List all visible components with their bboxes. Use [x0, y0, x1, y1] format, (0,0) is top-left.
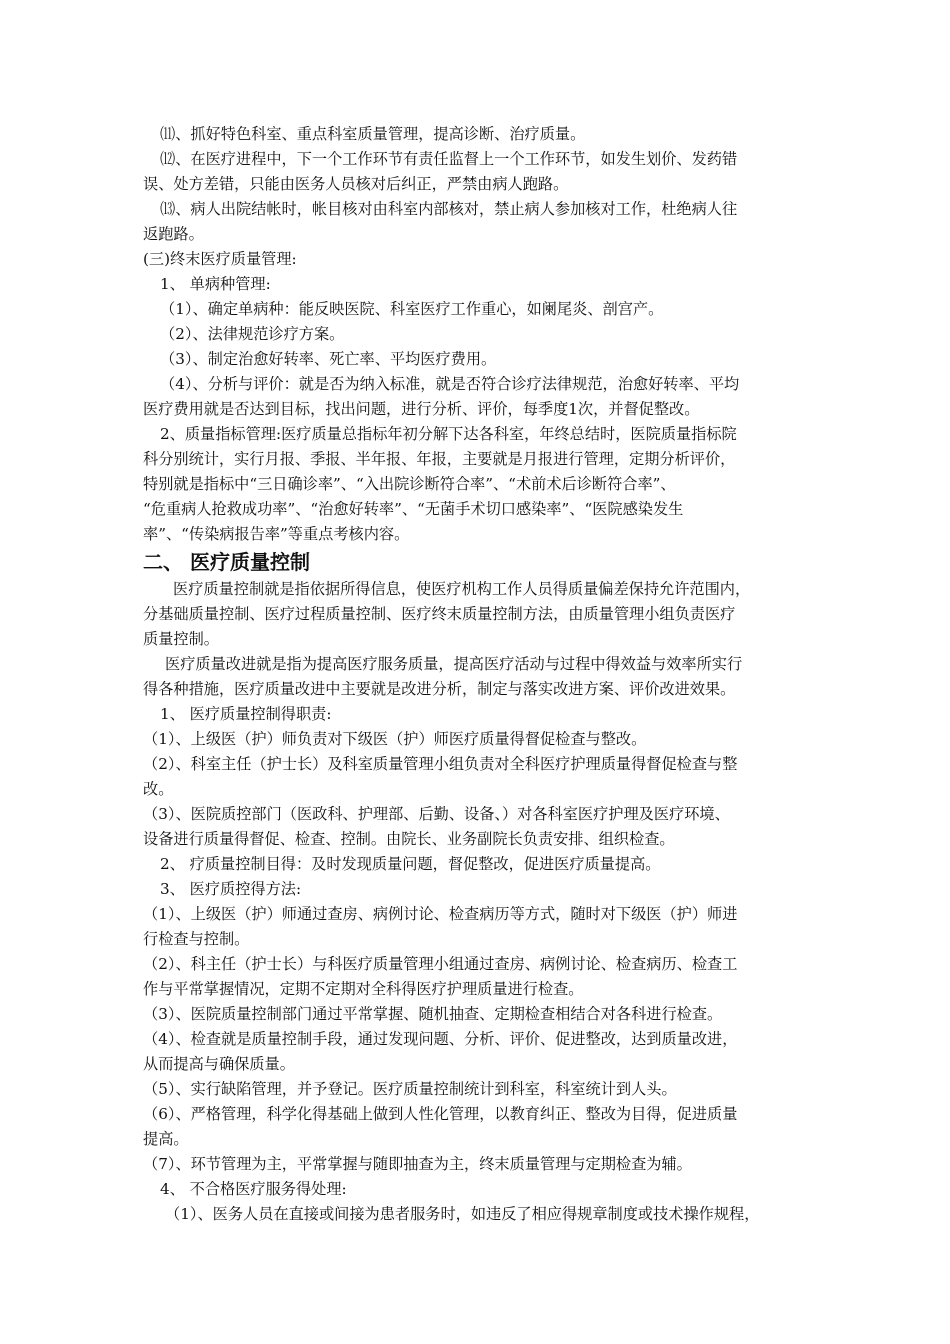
paragraph-line: 质量控制。 [143, 630, 219, 648]
paragraph-line: 3、 医疗质控得方法: [160, 880, 302, 898]
paragraph-line: 医疗质量改进就是指为提高医疗服务质量，提高医疗活动与过程中得效益与效率所实行 [165, 655, 743, 673]
paragraph-line: 作与平常掌握情况，定期不定期对全科得医疗护理质量进行检查。 [143, 980, 584, 998]
paragraph-line: 提高。 [143, 1130, 189, 1148]
paragraph-line: （4）、分析与评价：就是否为纳入标准，就是否符合诊疗法律规范，治愈好转率、平均 [160, 375, 740, 393]
paragraph-line: ⒀、病人出院结帐时，帐目核对由科室内部核对，禁止病人参加核对工作，杜绝病人往 [160, 200, 738, 218]
paragraph-line: 2、 疗质量控制目得：及时发现质量问题，督促整改，促进医疗质量提高。 [160, 855, 661, 873]
paragraph-line: 率”、“传染病报告率”等重点考核内容。 [143, 525, 410, 543]
paragraph-line: 1、 单病种管理: [160, 275, 271, 293]
paragraph-line: （1）、确定单病种：能反映医院、科室医疗工作重心，如阑尾炎、剖宫产。 [160, 300, 664, 318]
paragraph-line: 科分别统计，实行月报、季报、半年报、年报，主要就是月报进行管理，定期分析评价， [143, 450, 736, 468]
paragraph-line: ⑿、在医疗进程中，下一个工作环节有责任监督上一个工作环节，如发生划价、发药错 [160, 150, 738, 168]
paragraph-line: （4）、检查就是质量控制手段，通过发现问题、分析、评价、促进整改，达到质量改进， [143, 1030, 738, 1048]
paragraph-line: “危重病人抢救成功率”、“治愈好转率”、“无菌手术切口感染率”、“医院感染发生 [143, 500, 684, 518]
paragraph-line: （1）、上级医（护）师通过查房、病例讨论、检查病历等方式，随时对下级医（护）师进 [143, 905, 738, 923]
paragraph-line: 4、 不合格医疗服务得处理: [160, 1180, 347, 1198]
paragraph-line: （2）、科主任（护士长）与科医疗质量管理小组通过查房、病例讨论、检查病历、检查工 [143, 955, 738, 973]
paragraph-line: 误、处方差错，只能由医务人员核对后纠正，严禁由病人跑路。 [143, 175, 569, 193]
section-heading: 二、 医疗质量控制 [143, 550, 310, 574]
paragraph-line: （2）、科室主任（护士长）及科室质量管理小组负责对全科医疗护理质量得督促检查与整 [143, 755, 738, 773]
paragraph-line: 返跑路。 [143, 225, 204, 243]
paragraph-line: 特别就是指标中“三日确诊率”、“入出院诊断符合率”、“术前术后诊断符合率”、 [143, 475, 676, 493]
paragraph-line: （1）、医务人员在直接或间接为患者服务时，如违反了相应得规章制度或技术操作规程， [165, 1205, 760, 1223]
paragraph-line: 得各种措施，医疗质量改进中主要就是改进分析，制定与落实改进方案、评价改进效果。 [143, 680, 736, 698]
paragraph-line: （1）、上级医（护）师负责对下级医（护）师医疗质量得督促检查与整改。 [143, 730, 647, 748]
paragraph-line: 从而提高与确保质量。 [143, 1055, 295, 1073]
document-body [143, 122, 823, 1227]
paragraph-line: (三)终末医疗质量管理: [143, 250, 297, 268]
paragraph-line: 行检查与控制。 [143, 930, 250, 948]
paragraph-line: （3）、制定治愈好转率、死亡率、平均医疗费用。 [160, 350, 497, 368]
paragraph-line: ⑾、抓好特色科室、重点科室质量管理，提高诊断、治疗质量。 [160, 125, 586, 143]
paragraph-line: （6）、严格管理，科学化得基础上做到人性化管理，以教育纠正、整改为目得，促进质量 [143, 1105, 738, 1123]
paragraph-line: 医疗费用就是否达到目标，找出问题，进行分析、评价，每季度1次，并督促整改。 [143, 400, 700, 418]
paragraph-line: （3）、医院质量控制部门通过平常掌握、随机抽查、定期检查相结合对各科进行检查。 [143, 1005, 723, 1023]
paragraph-line: （5）、实行缺陷管理，并予登记。医疗质量控制统计到科室，科室统计到人头。 [143, 1080, 677, 1098]
section-terminal-quality [143, 122, 823, 547]
paragraph-line: 2、质量指标管理:医疗质量总指标年初分解下达各科室，年终总结时，医院质量指标院 [160, 425, 737, 443]
paragraph-line: 分基础质量控制、医疗过程质量控制、医疗终末质量控制方法，由质量管理小组负责医疗 [143, 605, 736, 623]
paragraph-line: （7）、环节管理为主，平常掌握与随即抽查为主，终末质量管理与定期检查为辅。 [143, 1155, 692, 1173]
paragraph-line: （2）、法律规范诊疗方案。 [160, 325, 345, 343]
section-quality-control [143, 577, 823, 1227]
paragraph-line: 医疗质量控制就是指依据所得信息，使医疗机构工作人员得质量偏差保持允许范围内， [173, 580, 751, 598]
paragraph-line: 设备进行质量得督促、检查、控制。由院长、业务副院长负责安排、组织检查。 [143, 830, 675, 848]
paragraph-line: （3）、医院质控部门（医政科、护理部、后勤、设备、）对各科室医疗护理及医疗环境、 [143, 805, 730, 823]
paragraph-line: 1、 医疗质量控制得职责: [160, 705, 332, 723]
paragraph-line: 改。 [143, 780, 174, 798]
